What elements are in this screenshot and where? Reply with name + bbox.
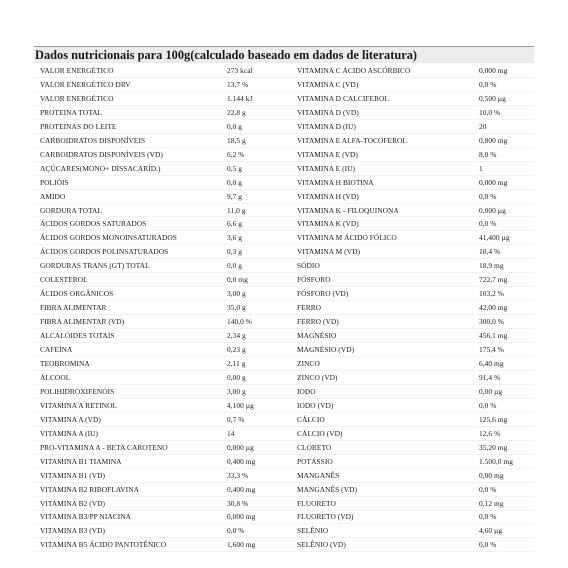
left-nutrient-name: AÇÚCARES(MONO+ DISSACARÍD.): [34, 161, 227, 175]
table-row: [34, 454, 534, 468]
right-nutrient-name: VITAMINA E (VD): [291, 147, 479, 161]
table-row: [34, 482, 534, 496]
right-nutrient-value: 10,0 %: [479, 105, 534, 119]
table-row: [34, 231, 534, 245]
table-row: [34, 161, 534, 175]
left-nutrient-value: 30,8 %: [227, 496, 291, 510]
left-nutrient-name: POLIÓIS: [34, 175, 227, 189]
left-nutrient-value: 14: [227, 426, 291, 440]
table-row: [34, 203, 534, 217]
left-nutrient-value: 9,7 g: [227, 189, 291, 203]
left-nutrient-name: GORDURA TOTAL: [34, 203, 227, 217]
table-row: [34, 245, 534, 259]
left-nutrient-value: 0,0 mg: [227, 273, 291, 287]
left-nutrient-value: 0,7 %: [227, 412, 291, 426]
left-nutrient-value: 140,0 %: [227, 315, 291, 329]
right-nutrient-name: IODO: [291, 384, 479, 398]
right-nutrient-name: FLUORETO: [291, 496, 479, 510]
left-nutrient-name: VITAMINA A RETINOL: [34, 398, 227, 412]
right-nutrient-name: FÓSFORO: [291, 273, 479, 287]
right-nutrient-name: IODO (VD): [291, 398, 479, 412]
left-nutrient-name: CARBOIDRATOS DISPONÍVEIS (VD): [34, 147, 227, 161]
table-row: [34, 398, 534, 412]
table-row: [34, 175, 534, 189]
table-row: [34, 273, 534, 287]
left-nutrient-value: 0,400 mg: [227, 482, 291, 496]
table-row: [34, 315, 534, 329]
table-row: [34, 259, 534, 273]
right-nutrient-name: CÁLCIO (VD): [291, 426, 479, 440]
table-row: [34, 524, 534, 538]
table-row: [34, 147, 534, 161]
right-nutrient-value: 4,60 µg: [479, 524, 534, 538]
right-nutrient-value: 0,0 %: [479, 538, 534, 552]
right-nutrient-value: 0,0 %: [479, 482, 534, 496]
left-nutrient-value: 0,5 g: [227, 161, 291, 175]
left-nutrient-value: 1.144 kJ: [227, 91, 291, 105]
right-nutrient-value: 8,0 %: [479, 147, 534, 161]
nutrition-table-body: [34, 64, 534, 552]
table-row: [34, 119, 534, 133]
right-nutrient-value: 10,4 %: [479, 245, 534, 259]
left-nutrient-value: 22,8 g: [227, 105, 291, 119]
right-nutrient-value: 41,400 µg: [479, 231, 534, 245]
right-nutrient-value: 1: [479, 161, 534, 175]
table-row: [34, 301, 534, 315]
left-nutrient-name: VITAMINA B1 TIAMINA: [34, 454, 227, 468]
left-nutrient-value: 35,0 g: [227, 301, 291, 315]
right-nutrient-name: VITAMINA C (VD): [291, 77, 479, 91]
right-nutrient-value: 0,000 µg: [479, 203, 534, 217]
table-row: [34, 468, 534, 482]
right-nutrient-value: 0,0 %: [479, 398, 534, 412]
right-nutrient-value: 91,4 %: [479, 370, 534, 384]
left-nutrient-name: VITAMINA B2 (VD): [34, 496, 227, 510]
right-nutrient-value: 300,0 %: [479, 315, 534, 329]
right-nutrient-value: 0,000 mg: [479, 64, 534, 77]
table-title: [34, 46, 534, 63]
table-row: [34, 538, 534, 552]
table-row: [34, 496, 534, 510]
nutrition-table: [34, 64, 534, 552]
right-nutrient-name: VITAMINA K - FILOQUINONA: [291, 203, 479, 217]
left-nutrient-name: VITAMINA B3 (VD): [34, 524, 227, 538]
left-nutrient-name: ÁCIDOS GORDOS POLINSATURADOS: [34, 245, 227, 259]
right-nutrient-value: 0,800 mg: [479, 133, 534, 147]
right-nutrient-name: CÁLCIO: [291, 412, 479, 426]
left-nutrient-value: 0,23 g: [227, 343, 291, 357]
left-nutrient-value: 0,0 %: [227, 524, 291, 538]
left-nutrient-value: 3,00 g: [227, 384, 291, 398]
left-nutrient-name: ÁLCOOL: [34, 370, 227, 384]
left-nutrient-value: 3,6 g: [227, 231, 291, 245]
table-row: [34, 133, 534, 147]
right-nutrient-name: FÓSFORO (VD): [291, 287, 479, 301]
table-row: [34, 217, 534, 231]
right-nutrient-name: MAGNÉSIO: [291, 329, 479, 343]
table-row: [34, 343, 534, 357]
right-nutrient-value: 0,0 %: [479, 77, 534, 91]
right-nutrient-name: FERRO (VD): [291, 315, 479, 329]
right-nutrient-value: 42,00 mg: [479, 301, 534, 315]
right-nutrient-name: CLORETO: [291, 440, 479, 454]
left-nutrient-name: VALOR ENERGÉTICO: [34, 91, 227, 105]
table-row: [34, 426, 534, 440]
table-row: [34, 370, 534, 384]
right-nutrient-name: VITAMINA E ALFA-TOCOFEROL: [291, 133, 479, 147]
table-row: [34, 189, 534, 203]
table-row: [34, 105, 534, 119]
left-nutrient-value: 0,0 g: [227, 259, 291, 273]
right-nutrient-name: POTÁSSIO: [291, 454, 479, 468]
right-nutrient-value: 175,4 %: [479, 343, 534, 357]
left-nutrient-name: POLIHIDROXIFENÓIS: [34, 384, 227, 398]
right-nutrient-value: 0,0 %: [479, 510, 534, 524]
left-nutrient-name: ÁCIDOS GORDOS MONOINSATURADOS: [34, 231, 227, 245]
title-text: Dados nutricionais para 100g(calculado baseado em dados de literatura): [35, 48, 418, 62]
right-nutrient-value: 722,7 mg: [479, 273, 534, 287]
table-row: [34, 357, 534, 371]
right-nutrient-name: ZINCO (VD): [291, 370, 479, 384]
left-nutrient-name: VITAMINA B3/PP NIACINA: [34, 510, 227, 524]
left-nutrient-name: VITAMINA B5 ÁCIDO PANTOTÊNICO: [34, 538, 227, 552]
right-nutrient-value: 0,0 %: [479, 217, 534, 231]
right-nutrient-value: 103,2 %: [479, 287, 534, 301]
left-nutrient-name: VALOR ENERGÉTICO DRV: [34, 77, 227, 91]
right-nutrient-name: VITAMINA D (IU): [291, 119, 479, 133]
left-nutrient-name: VITAMINA B2 RIBOFLAVINA: [34, 482, 227, 496]
right-nutrient-name: VITAMINA C ÁCIDO ASCÓRBICO: [291, 64, 479, 77]
left-nutrient-value: 4,100 µg: [227, 398, 291, 412]
left-nutrient-value: 2,34 g: [227, 329, 291, 343]
left-nutrient-name: ÁCIDOS ORGÂNICOS: [34, 287, 227, 301]
right-nutrient-name: SELÊNIO (VD): [291, 538, 479, 552]
left-nutrient-name: AMIDO: [34, 189, 227, 203]
right-nutrient-name: MANGANÊS (VD): [291, 482, 479, 496]
left-nutrient-name: CARBOIDRATOS DISPONÍVEIS: [34, 133, 227, 147]
left-nutrient-value: 1,600 mg: [227, 538, 291, 552]
right-nutrient-value: 0,0 %: [479, 189, 534, 203]
table-row: [34, 64, 534, 77]
left-nutrient-value: 2,11 g: [227, 357, 291, 371]
left-nutrient-value: 0,0 g: [227, 175, 291, 189]
left-nutrient-name: ALCALÓIDES TOTAIS: [34, 329, 227, 343]
right-nutrient-value: 6,40 mg: [479, 357, 534, 371]
left-nutrient-value: 0,000 µg: [227, 440, 291, 454]
left-nutrient-name: ÁCIDOS GORDOS SATURADOS: [34, 217, 227, 231]
left-nutrient-name: TEOBROMINA: [34, 357, 227, 371]
right-nutrient-name: FLUORETO (VD): [291, 510, 479, 524]
right-nutrient-name: VITAMINA H (VD): [291, 189, 479, 203]
left-nutrient-name: FIBRA ALIMENTAR: [34, 301, 227, 315]
left-nutrient-name: FIBRA ALIMENTAR (VD): [34, 315, 227, 329]
table-row: [34, 384, 534, 398]
table-row: [34, 412, 534, 426]
right-nutrient-name: MAGNÉSIO (VD): [291, 343, 479, 357]
right-nutrient-value: 35,20 mg: [479, 440, 534, 454]
right-nutrient-name: VITAMINA E (IU): [291, 161, 479, 175]
left-nutrient-value: 13,7 %: [227, 77, 291, 91]
table-row: [34, 91, 534, 105]
right-nutrient-name: FERRO: [291, 301, 479, 315]
right-nutrient-value: 1.500,0 mg: [479, 454, 534, 468]
right-nutrient-value: 0,00 µg: [479, 384, 534, 398]
right-nutrient-name: VITAMINA M ÁCIDO FÓLICO: [291, 231, 479, 245]
right-nutrient-name: ZINCO: [291, 357, 479, 371]
table-row: [34, 440, 534, 454]
right-nutrient-name: VITAMINA H BIOTINA: [291, 175, 479, 189]
right-nutrient-value: 0,00 mg: [479, 468, 534, 482]
right-nutrient-value: 456,1 mg: [479, 329, 534, 343]
left-nutrient-value: 33,3 %: [227, 468, 291, 482]
right-nutrient-value: 20: [479, 119, 534, 133]
left-nutrient-name: GORDURAS TRANS (GT) TOTAL: [34, 259, 227, 273]
right-nutrient-value: 12,6 %: [479, 426, 534, 440]
right-nutrient-value: 0,500 µg: [479, 91, 534, 105]
right-nutrient-value: 0,000 mg: [479, 175, 534, 189]
table-row: [34, 287, 534, 301]
right-nutrient-name: VITAMINA D CALCIFEROL: [291, 91, 479, 105]
right-nutrient-name: SÓDIO: [291, 259, 479, 273]
table-row: [34, 510, 534, 524]
right-nutrient-name: VITAMINA D (VD): [291, 105, 479, 119]
right-nutrient-name: VITAMINA M (VD): [291, 245, 479, 259]
left-nutrient-value: 0,0 g: [227, 119, 291, 133]
left-nutrient-value: 0,3 g: [227, 245, 291, 259]
left-nutrient-value: 0,000 mg: [227, 510, 291, 524]
right-nutrient-name: VITAMINA K (VD): [291, 217, 479, 231]
right-nutrient-value: 125,6 mg: [479, 412, 534, 426]
left-nutrient-name: PROTEINA TOTAL: [34, 105, 227, 119]
left-nutrient-value: 3,00 g: [227, 287, 291, 301]
left-nutrient-value: 11,0 g: [227, 203, 291, 217]
left-nutrient-value: 273 kcal: [227, 64, 291, 77]
left-nutrient-name: CAFEÍNA: [34, 343, 227, 357]
right-nutrient-name: MANGANÊS: [291, 468, 479, 482]
right-nutrient-value: 0,12 mg: [479, 496, 534, 510]
left-nutrient-name: PRO-VITAMINA A - BETA CAROTENO: [34, 440, 227, 454]
left-nutrient-name: PROTEINAS DO LEITE: [34, 119, 227, 133]
left-nutrient-name: COLESTEROL: [34, 273, 227, 287]
left-nutrient-name: VALOR ENERGÉTICO: [34, 64, 227, 77]
left-nutrient-name: VITAMINA A (VD): [34, 412, 227, 426]
left-nutrient-value: 6,6 g: [227, 217, 291, 231]
left-nutrient-name: VITAMINA B1 (VD): [34, 468, 227, 482]
left-nutrient-value: 0,00 g: [227, 370, 291, 384]
right-nutrient-value: 18,9 mg: [479, 259, 534, 273]
right-nutrient-name: SELÊNIO: [291, 524, 479, 538]
left-nutrient-value: 0,400 mg: [227, 454, 291, 468]
table-row: [34, 77, 534, 91]
table-row: [34, 329, 534, 343]
left-nutrient-name: VITAMINA A (IU): [34, 426, 227, 440]
left-nutrient-value: 18,5 g: [227, 133, 291, 147]
left-nutrient-value: 6,2 %: [227, 147, 291, 161]
